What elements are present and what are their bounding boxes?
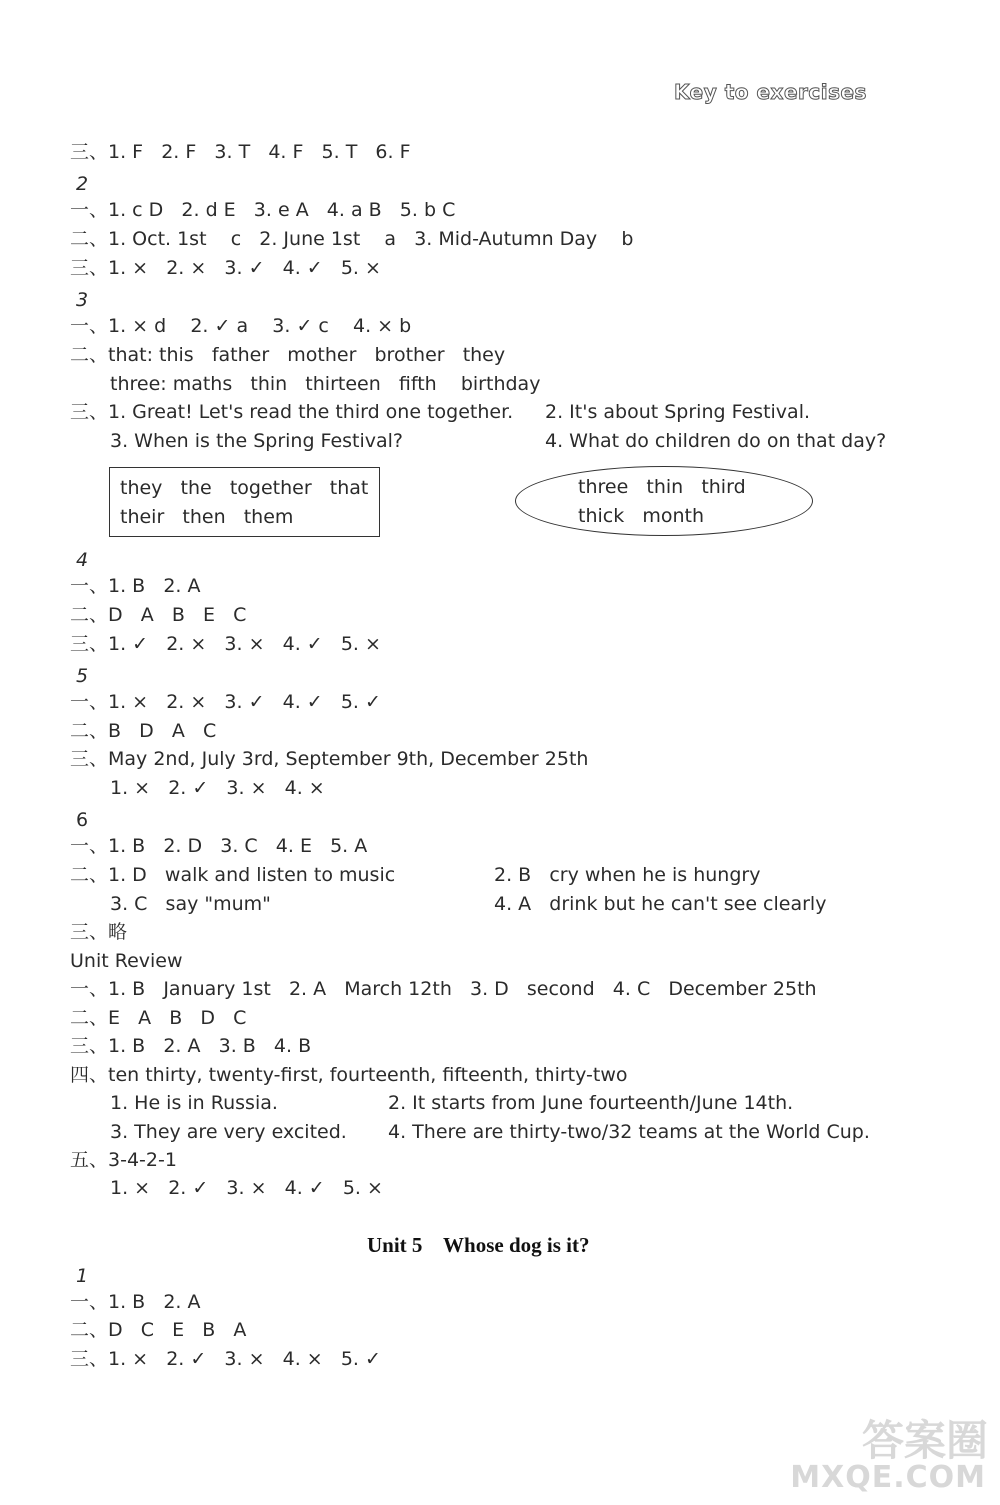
watermark-logo: 答案圈: [861, 1416, 988, 1465]
answer-line: 2. B cry when he is hungry: [494, 864, 761, 886]
answer-line: 1. × 2. ✓ 3. × 4. ✓ 5. ×: [110, 1177, 383, 1199]
section-number: 3: [76, 289, 89, 311]
answer-line: 4. What do children do on that day?: [545, 430, 887, 452]
answer-line: 三、1. F 2. F 3. T 4. F 5. T 6. F: [70, 141, 411, 163]
answer-line: 二、1. D walk and listen to music: [70, 864, 396, 886]
section-number: 5: [76, 665, 89, 687]
answer-line: 二、B D A C: [70, 720, 217, 742]
answer-line: 一、1. B 2. A: [70, 575, 201, 597]
answer-line: 二、1. Oct. 1st c 2. June 1st a 3. Mid-Autumn Day b: [70, 228, 634, 250]
answer-line: 三、1. Great! Let's read the third one together.: [70, 401, 514, 423]
answer-line: 2. It's about Spring Festival.: [545, 401, 811, 423]
answer-line: 2. It starts from June fourteenth/June 14th.: [388, 1092, 794, 1114]
answer-line: 二、D C E B A: [70, 1319, 247, 1341]
answer-line: 四、ten thirty, twenty-first, fourteenth, fifteenth, thirty-two: [70, 1064, 628, 1086]
answer-line: three: maths thin thirteen fifth birthday: [110, 373, 541, 395]
answer-line: 一、1. B 2. D 3. C 4. E 5. A: [70, 835, 368, 857]
answer-line: 4. A drink but he can't see clearly: [494, 893, 827, 915]
answer-line: 二、that: this father mother brother they: [70, 344, 506, 366]
answer-line: 三、略: [70, 921, 128, 943]
answer-line: 三、1. ✓ 2. × 3. × 4. ✓ 5. ×: [70, 633, 381, 655]
unit-title: Unit 5 Whose dog is it?: [367, 1233, 590, 1257]
answer-line: 三、1. × 2. × 3. ✓ 4. ✓ 5. ×: [70, 257, 381, 279]
answer-line: 一、1. c D 2. d E 3. e A 4. a B 5. b C: [70, 199, 456, 221]
answer-line: 4. There are thirty-two/32 teams at the World Cup.: [388, 1121, 870, 1143]
answer-line: 一、1. × 2. × 3. ✓ 4. ✓ 5. ✓: [70, 691, 381, 713]
answer-line: 1. × 2. ✓ 3. × 4. ×: [110, 777, 325, 799]
ellipse-words-row-1: three thin third: [578, 476, 746, 498]
answer-line: 3. C say "mum": [110, 893, 271, 915]
section-number: 2: [76, 173, 89, 195]
ellipse-words-row-2: thick month: [578, 505, 705, 527]
answer-line: 三、1. B 2. A 3. B 4. B: [70, 1035, 312, 1057]
section-number: 6: [76, 809, 89, 831]
answer-line: 一、1. × d 2. ✓ a 3. ✓ c 4. × b: [70, 315, 412, 337]
answer-line: 二、E A B D C: [70, 1007, 247, 1029]
page-header: Key to exercises: [674, 80, 867, 104]
answer-line: 3. When is the Spring Festival?: [110, 430, 404, 452]
box-words-row-1: they the together that: [120, 477, 369, 499]
section-heading: Unit Review: [70, 950, 183, 972]
answer-line: 3. They are very excited.: [110, 1121, 347, 1143]
box-words-row-2: their then them: [120, 506, 294, 528]
section-number: 1: [76, 1265, 89, 1287]
section-number: 4: [76, 549, 89, 571]
watermark-url: MXQE.COM: [790, 1460, 986, 1495]
answer-line: 一、1. B 2. A: [70, 1291, 201, 1313]
answer-line: 三、1. × 2. ✓ 3. × 4. × 5. ✓: [70, 1348, 381, 1370]
answer-line: 1. He is in Russia.: [110, 1092, 278, 1114]
answer-line: 二、D A B E C: [70, 604, 247, 626]
answer-line: 三、May 2nd, July 3rd, September 9th, December 25th: [70, 748, 589, 770]
answer-line: 五、3-4-2-1: [70, 1149, 177, 1171]
answer-line: 一、1. B January 1st 2. A March 12th 3. D second 4. C December 25th: [70, 978, 817, 1000]
